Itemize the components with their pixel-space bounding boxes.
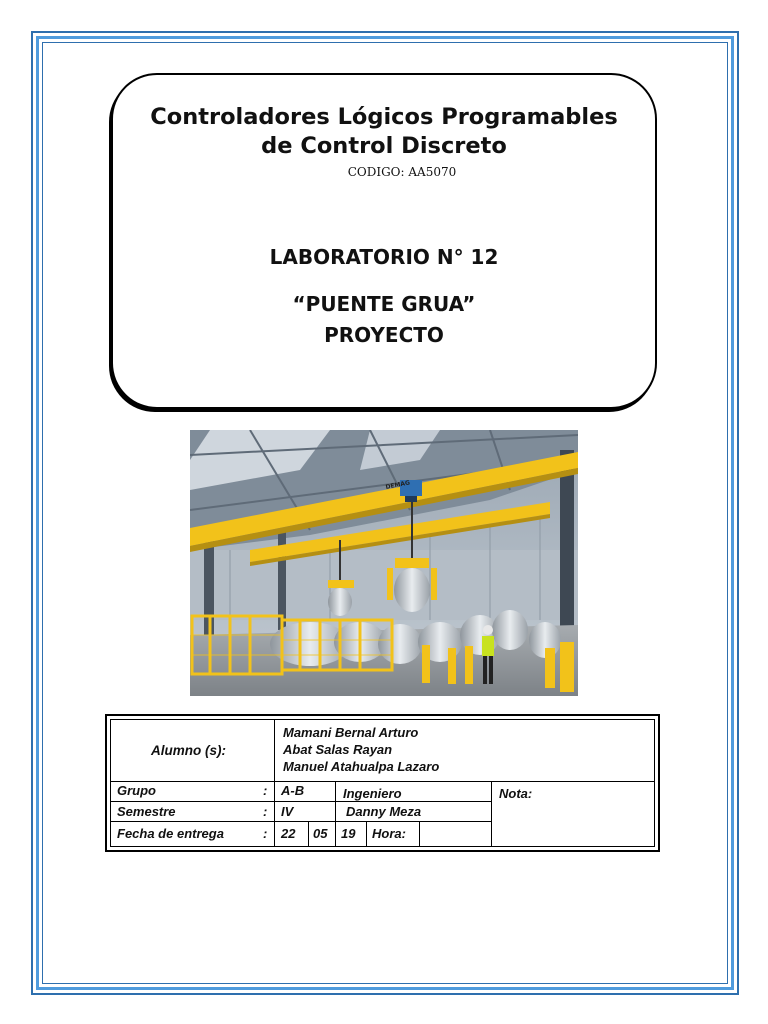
- fecha-colon: :: [263, 826, 268, 841]
- col-divider: [308, 821, 309, 846]
- nota-label: Nota:: [499, 786, 533, 801]
- crane-brand-label: DEMAG: [385, 479, 411, 491]
- fecha-label: Fecha de entrega: [117, 826, 224, 841]
- cover-title-box: [111, 73, 657, 409]
- col-divider: [491, 781, 492, 846]
- fecha-year: 19: [341, 826, 356, 841]
- project-label: PROYECTO: [324, 323, 444, 347]
- grupo-label: Grupo: [117, 783, 156, 798]
- lab-number: LABORATORIO N° 12: [269, 245, 499, 269]
- fecha-month: 05: [313, 826, 328, 841]
- semestre-label: Semestre: [117, 804, 176, 819]
- info-table-inner-border: [110, 719, 655, 847]
- row-divider: [335, 821, 491, 822]
- col-divider: [335, 781, 336, 846]
- ingeniero-label: Ingeniero: [343, 786, 402, 801]
- alumnos-label: Alumno (s):: [151, 743, 226, 758]
- col-divider: [274, 720, 275, 846]
- course-title: [113, 103, 655, 161]
- project-title: [113, 289, 655, 351]
- course-code: CODIGO: AA5070: [347, 165, 457, 179]
- semestre-colon: :: [263, 804, 268, 819]
- ingeniero-name: Danny Meza: [346, 804, 422, 819]
- row-divider: [111, 801, 491, 802]
- col-divider: [366, 821, 367, 846]
- fecha-day: 22: [281, 826, 296, 841]
- alumno-name-1: Mamani Bernal Arturo: [283, 725, 419, 740]
- crane-photo: [190, 430, 578, 696]
- alumno-name-2: Abat Salas Rayan: [283, 742, 393, 757]
- semestre-value: IV: [281, 804, 294, 819]
- course-title-line1: Controladores Lógicos Programables: [150, 104, 618, 130]
- alumno-name-3: Manuel Atahualpa Lazaro: [283, 759, 440, 774]
- row-divider: [111, 821, 335, 822]
- crane-illustration: [190, 430, 578, 696]
- hora-label: Hora:: [372, 826, 406, 841]
- grupo-value: A-B: [281, 783, 305, 798]
- project-name: “PUENTE GRUA”: [292, 292, 476, 316]
- student-info-table: [105, 714, 660, 852]
- row-divider: [111, 781, 654, 782]
- col-divider: [419, 821, 420, 846]
- course-title-line2: de Control Discreto: [261, 133, 507, 159]
- grupo-colon: :: [263, 783, 268, 798]
